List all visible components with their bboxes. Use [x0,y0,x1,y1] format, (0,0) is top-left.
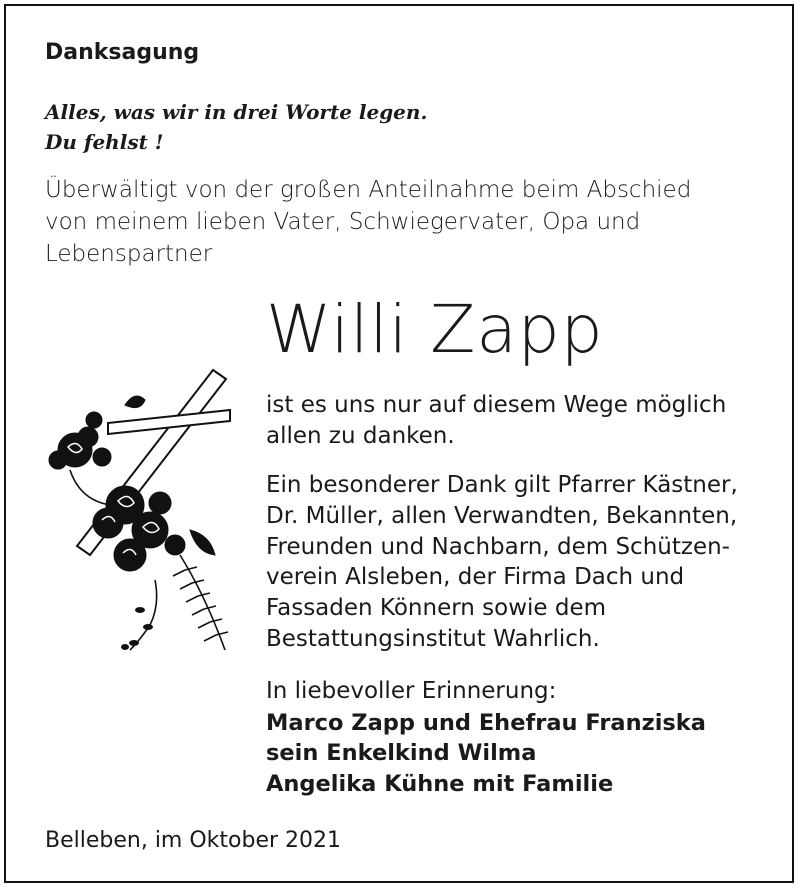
mourner-name: Marco Zapp und Ehefrau Franziska [266,710,706,736]
thanks-line: Fassaden Könnern sowie dem [266,595,607,622]
thanks-line: ist es uns nur auf diesem Wege möglich [266,392,727,418]
thanks-line: Dr. Müller, allen Verwandten, Bekannten, [266,502,738,529]
motto-line-1: Alles, was wir in drei Worte legen. [45,100,428,124]
intro-line: von meinem lieben Vater, Schwiegervater, Opa und [45,209,641,235]
thanks-paragraph-2 [266,470,738,655]
thanks-line: allen zu danken. [266,422,455,449]
mourner-name: Angelika Kühne mit Familie [266,771,614,797]
intro-text [45,174,691,270]
intro-line: Lebenspartner [45,241,213,267]
thanks-paragraph-1 [266,390,726,452]
intro-line: Überwältigt von der großen Anteilnahme beim Abschied [45,177,692,203]
thanks-line: Bestattungsinstitut Wahrlich. [266,625,600,652]
thanks-line: Ein besonderer Dank gilt Pfarrer Kästner, [266,472,738,498]
thanks-line: verein Alsleben, der Firma Dach und [266,564,685,591]
deceased-name: Willi Zapp [266,291,604,368]
remembrance-label: In liebevoller Erinnerung: [266,678,557,704]
mourner-name: sein Enkelkind Wilma [266,740,537,766]
place-and-date: Belleben, im Oktober 2021 [45,828,342,853]
thanks-line: Freunden und Nachbarn, dem Schützen- [266,533,730,560]
notice-heading: Danksagung [45,40,200,65]
motto-line-2: Du fehlst ! [45,130,164,154]
cross-with-roses-icon [30,365,245,665]
